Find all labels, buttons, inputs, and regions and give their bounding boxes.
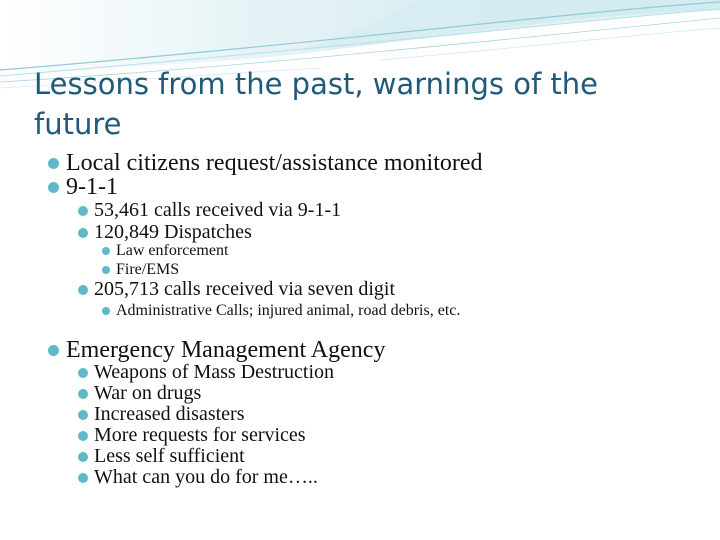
- sub-bullet-911-calls: [94, 199, 341, 221]
- bullet-dot: [78, 228, 88, 238]
- bullet-text: 205,713 calls received via seven digit: [94, 278, 396, 300]
- sub-bullet-requests: [94, 424, 306, 446]
- sub-sub-bullet-admin: [116, 302, 460, 320]
- sub-bullet-self-sufficient: [94, 445, 245, 467]
- bullet-text: War on drugs: [94, 382, 202, 404]
- bullet-text: 120,849 Dispatches: [94, 221, 252, 243]
- bullet-dot: [102, 266, 110, 274]
- bullet-text: 53,461 calls received via 9-1-1: [94, 199, 342, 221]
- bullet-911: [66, 174, 118, 200]
- bullet-text: What can you do for me…..: [94, 466, 318, 488]
- bullet-text: Weapons of Mass Destruction: [94, 361, 335, 383]
- bullet-dot: [78, 452, 88, 462]
- sub-sub-bullet-fire: [116, 261, 179, 279]
- bullet-text: Administrative Calls; injured animal, road debris, etc.: [116, 302, 461, 319]
- bullet-text: 9-1-1: [66, 174, 118, 200]
- bullet-dot: [78, 389, 88, 399]
- bullet-ema: [66, 337, 385, 363]
- sub-bullet-what-can-you-do: [94, 466, 318, 488]
- bullet-text: Less self sufficient: [94, 445, 245, 467]
- bullet-dot: [102, 247, 110, 255]
- bullet-dot: [48, 158, 59, 169]
- sub-bullet-wmd: [94, 361, 334, 383]
- bullet-text: Emergency Management Agency: [66, 337, 386, 363]
- bullet-local-citizens: [66, 150, 483, 176]
- bullet-dot: [48, 345, 59, 356]
- bullet-dot: [78, 431, 88, 441]
- sub-bullet-dispatches: [94, 221, 252, 243]
- bullet-text: Local citizens request/assistance monitored: [66, 150, 483, 176]
- slide-title: Lessons from the past, warnings of the future: [34, 67, 598, 141]
- bullet-text: Fire/EMS: [116, 261, 180, 278]
- bullet-text: Increased disasters: [94, 403, 245, 425]
- bullet-dot: [78, 368, 88, 378]
- bullet-text: Law enforcement: [116, 242, 229, 259]
- bullet-dot: [102, 307, 110, 315]
- bullet-dot: [78, 285, 88, 295]
- sub-bullet-war-on-drugs: [94, 382, 201, 404]
- bullet-dot: [48, 182, 59, 193]
- bullet-dot: [78, 473, 88, 483]
- bullet-dot: [78, 206, 88, 216]
- bullet-dot: [78, 410, 88, 420]
- bullet-text: More requests for services: [94, 424, 306, 446]
- sub-bullet-seven-digit: [94, 278, 395, 300]
- sub-sub-bullet-law: [116, 242, 228, 260]
- sub-bullet-disasters: [94, 403, 245, 425]
